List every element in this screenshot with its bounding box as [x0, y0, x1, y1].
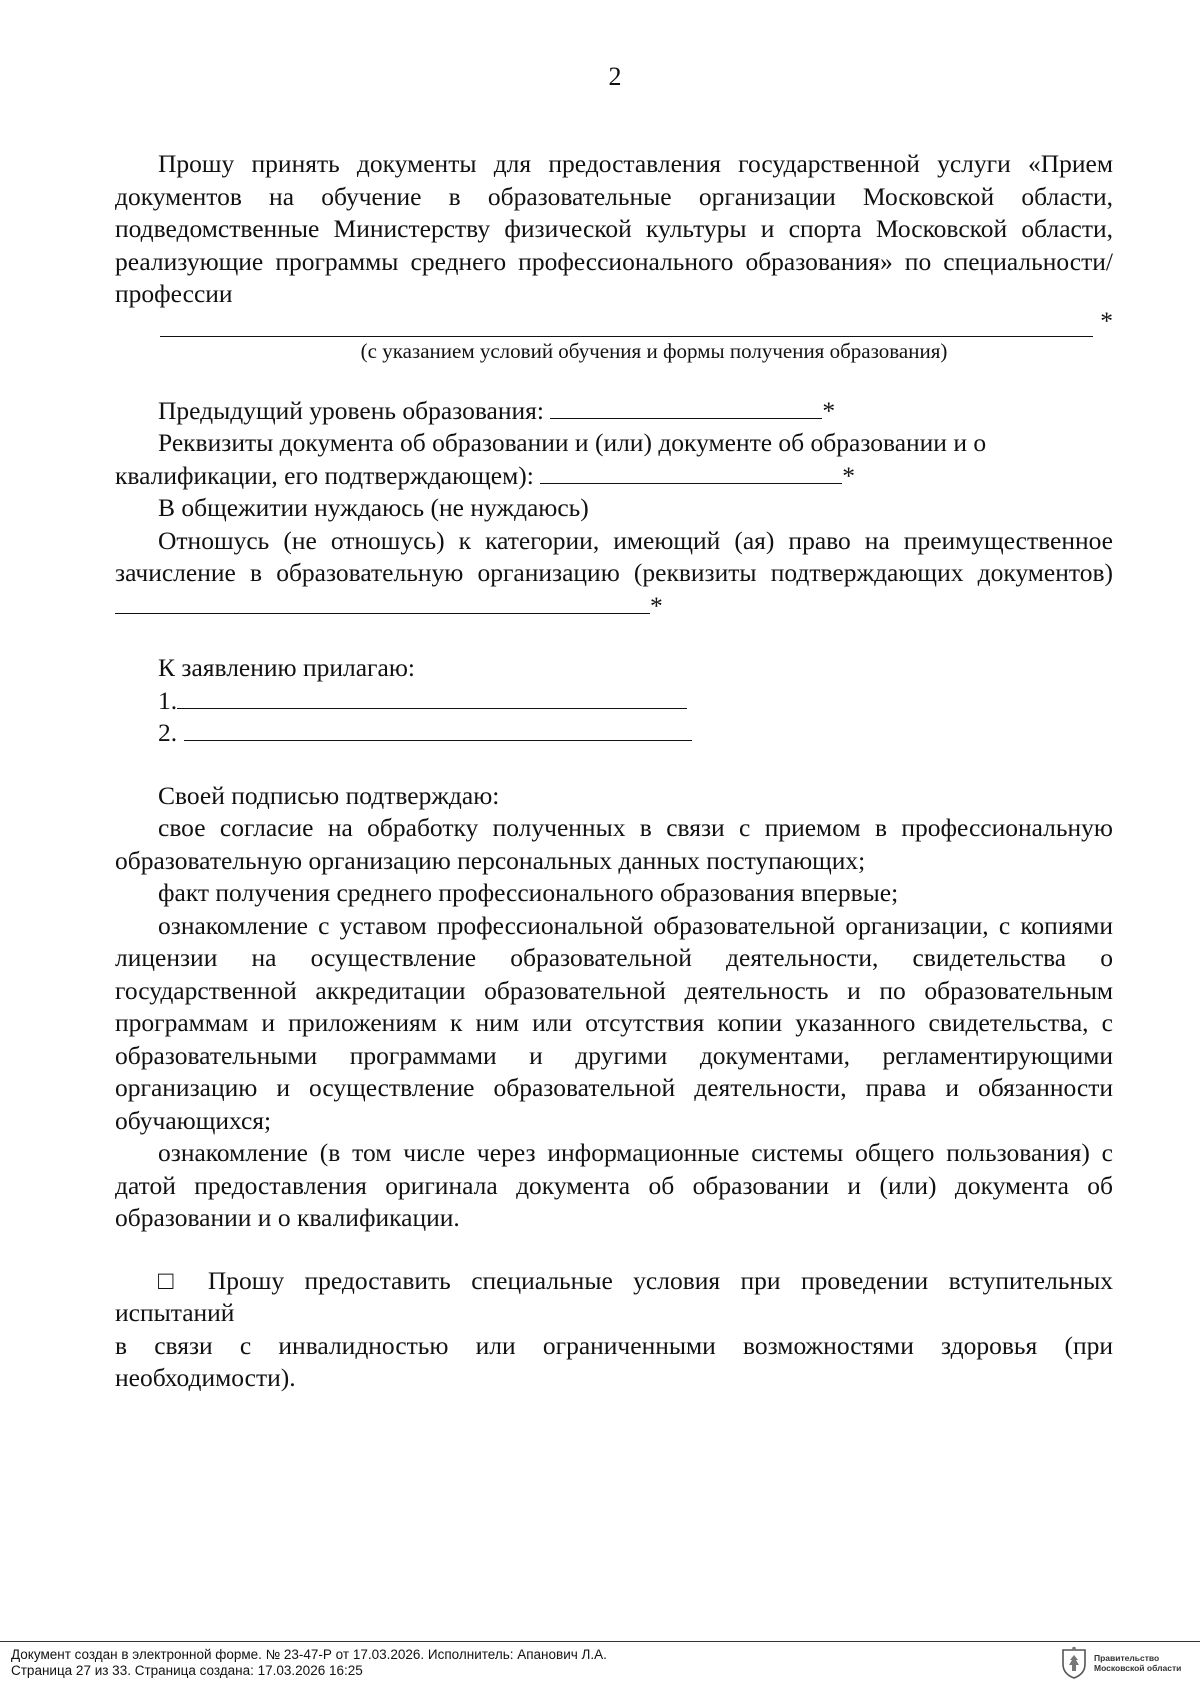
special-conditions-line [115, 1265, 1113, 1330]
privilege-line [115, 525, 1113, 623]
footer [11, 1647, 607, 1678]
required-mark: * [650, 590, 663, 620]
required-mark: * [822, 395, 836, 425]
government-logo-line2: Московской области [1094, 1663, 1182, 1673]
attachment-field-1[interactable] [177, 686, 687, 709]
government-logo [1060, 1646, 1181, 1680]
confirm-item-consent: свое согласие на обработку полученных в связи с приемом в профессиональную образовательную организацию персональных данных поступающих; [115, 813, 1113, 875]
required-mark: * [1100, 305, 1113, 335]
doc-details-label: Реквизиты документа об образовании и (или) документе об образовании и о квалификации, его подтверждающем): [115, 428, 987, 490]
special-conditions-continuation: в связи с инвалидностью или ограниченными возможностями здоровья (при необходимости). [115, 1330, 1113, 1392]
specialty-caption: (с указанием условий обучения и формы получения образования) [360, 338, 948, 363]
prev-level-label: Предыдущий уровень образования: [158, 395, 544, 425]
attachment-field-2[interactable] [184, 718, 692, 741]
doc-details-field[interactable] [540, 461, 842, 484]
footer-page-info: Страница 27 из 33. Страница создана: 17.03.2026 16:25 [11, 1662, 363, 1678]
footer-divider [0, 1641, 1200, 1642]
special-conditions-checkbox[interactable]: □ [158, 1265, 188, 1295]
attachment-item-2 [115, 717, 1113, 750]
confirm-item-first-education: факт получения среднего профессионального образования впервые; [158, 878, 899, 907]
attachment-item-1 [115, 685, 1113, 718]
confirm-label: Своей подписью подтверждаю: [158, 780, 500, 810]
page-number: 2 [608, 62, 622, 91]
prev-level-field[interactable] [550, 396, 822, 419]
privilege-label: Отношусь (не отношусь) к категории, имеющий (ая) право на преимущественное зачисление в образовательную организацию (реквизиты подтверждающих документов) [115, 525, 1113, 587]
document-body [115, 148, 1113, 1395]
government-logo-text [1094, 1653, 1181, 1673]
special-conditions-text: Прошу предоставить специальные условия при проведении вступительных испытаний [115, 1265, 1114, 1327]
dormitory-line: В общежитии нуждаюсь (не нуждаюсь) [158, 493, 589, 522]
doc-details-line [115, 427, 1113, 492]
privilege-field[interactable] [115, 591, 650, 614]
confirm-item-charter: ознакомление с уставом профессиональной образовательной организации, с копиями лицензии на осуществление образовательной деятельности, свидетельства о государственной аккредитации образовательной деятельность и по образовательным программам и приложениям к ним или отсутствия копии указанного свидетельства, с образовательными программами и другими документами, регламентирующими организацию и осуществление образовательной деятельности, права и обязанности обучающихся; [115, 910, 1113, 1135]
coat-of-arms-icon [1060, 1646, 1088, 1680]
request-paragraph: Прошу принять документы для предоставления государственной услуги «Прием документов на обучение в образовательные организации Московской области, подведомственные Министерству физической культуры и спорта Московской области, реализующие программы среднего профессионального образования» по специальности/профессии [115, 149, 1113, 308]
attachments-label: К заявлению прилагаю: [158, 653, 415, 682]
attachment-number: 1. [158, 685, 178, 715]
footer-document-info: Документ создан в электронной форме. № 23-47-Р от 17.03.2026. Исполнитель: Апанович Л.А. [11, 1647, 607, 1662]
specialty-field[interactable] [115, 305, 1113, 337]
prev-level-line [115, 395, 1113, 428]
required-mark: * [842, 460, 855, 490]
specialty-underline[interactable] [160, 308, 1093, 337]
confirm-item-original-date: ознакомление (в том числе через информационные системы общего пользования) с датой предоставления оригинала документа об образовании и (или) документа об образовании и о квалификации. [115, 1138, 1113, 1232]
attachment-number: 2. [158, 718, 178, 747]
government-logo-line1: Правительство [1094, 1653, 1160, 1663]
